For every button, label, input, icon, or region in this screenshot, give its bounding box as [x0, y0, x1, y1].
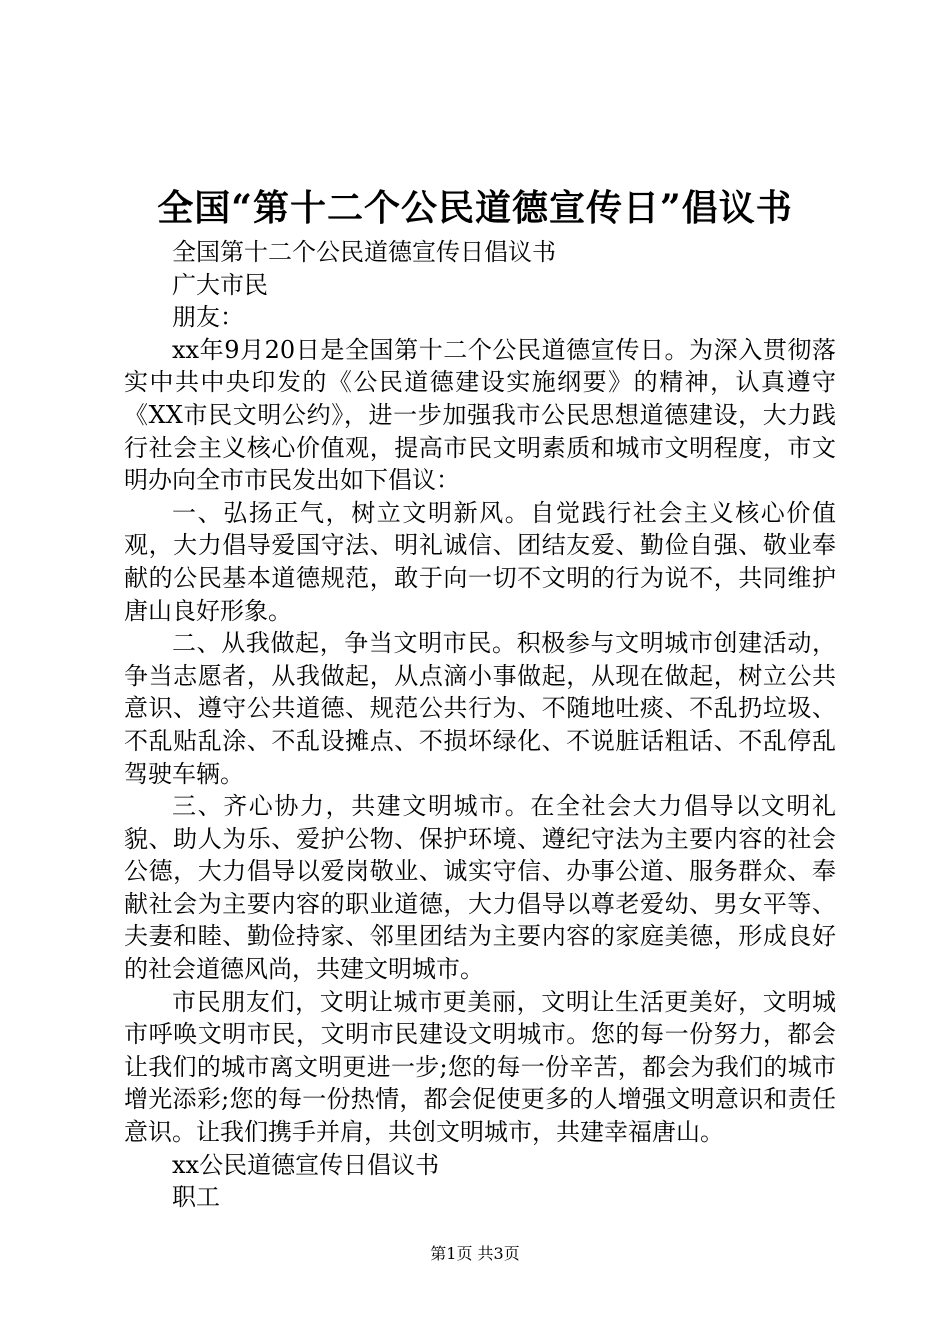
paragraph: 二、从我做起，争当文明市民。积极参与文明城市创建活动，争当志愿者，从我做起，从点滴小事做起，从现在做起，树立公共意识、遵守公共道德、规范公共行为、不随地吐痰、不乱扔垃圾、不乱贴乱涂、不乱设摊点、不损坏绿化、不说脏话粗话、不乱停乱驾驶车辆。	[124, 629, 836, 788]
paragraph: 一、弘扬正气，树立文明新风。自觉践行社会主义核心价值观，大力倡导爱国守法、明礼诚信、团结友爱、勤俭自强、敬业奉献的公民基本道德规范，敢于向一切不文明的行为说不，共同维护唐山良好形象。	[124, 498, 836, 625]
paragraph: 朋友：	[172, 303, 244, 332]
paragraph: xx年9月20日是全国第十二个公民道德宣传日。为深入贯彻落实中共中央印发的《公民道德建设实施纲要》的精神，认真遵守《XX市民文明公约》，进一步加强我市公民思想道德建设，大力践行社会主义核心价值观，提高市民文明素质和城市文明程度，市文明办向全市市民发出如下倡议：	[124, 335, 836, 495]
page-footer: 第1页 共3页	[430, 1244, 520, 1263]
paragraph: xx公民道德宣传日倡议书	[172, 1150, 440, 1179]
paragraph: 全国第十二个公民道德宣传日倡议书	[172, 238, 556, 266]
document-title: 全国“第十二个公民道德宣传日”倡议书	[157, 187, 793, 229]
paragraph: 三、齐心协力，共建文明城市。在全社会大力倡导以文明礼貌、助人为乐、爱护公物、保护环境、遵纪守法为主要内容的社会公德，大力倡导以爱岗敬业、诚实守信、办事公道、服务群众、奉献社会为主要内容的职业道德，大力倡导以尊老爱幼、男女平等、夫妻和睦、勤俭持家、邻里团结为主要内容的家庭美德，形成良好的社会道德风尚，共建文明城市。	[124, 792, 836, 984]
paragraph: 广大市民	[172, 270, 268, 299]
document-body	[124, 236, 836, 1214]
paragraph: 职工	[172, 1183, 220, 1212]
paragraph: 市民朋友们，文明让城市更美丽，文明让生活更美好，文明城市呼唤文明市民，文明市民建设文明城市。您的每一份努力，都会让我们的城市离文明更进一步;您的每一份辛苦，都会为我们的城市增光添彩;您的每一份热情，都会促使更多的人增强文明意识和责任意识。让我们携手并肩，共创文明城市，共建幸福唐山。	[124, 987, 836, 1147]
